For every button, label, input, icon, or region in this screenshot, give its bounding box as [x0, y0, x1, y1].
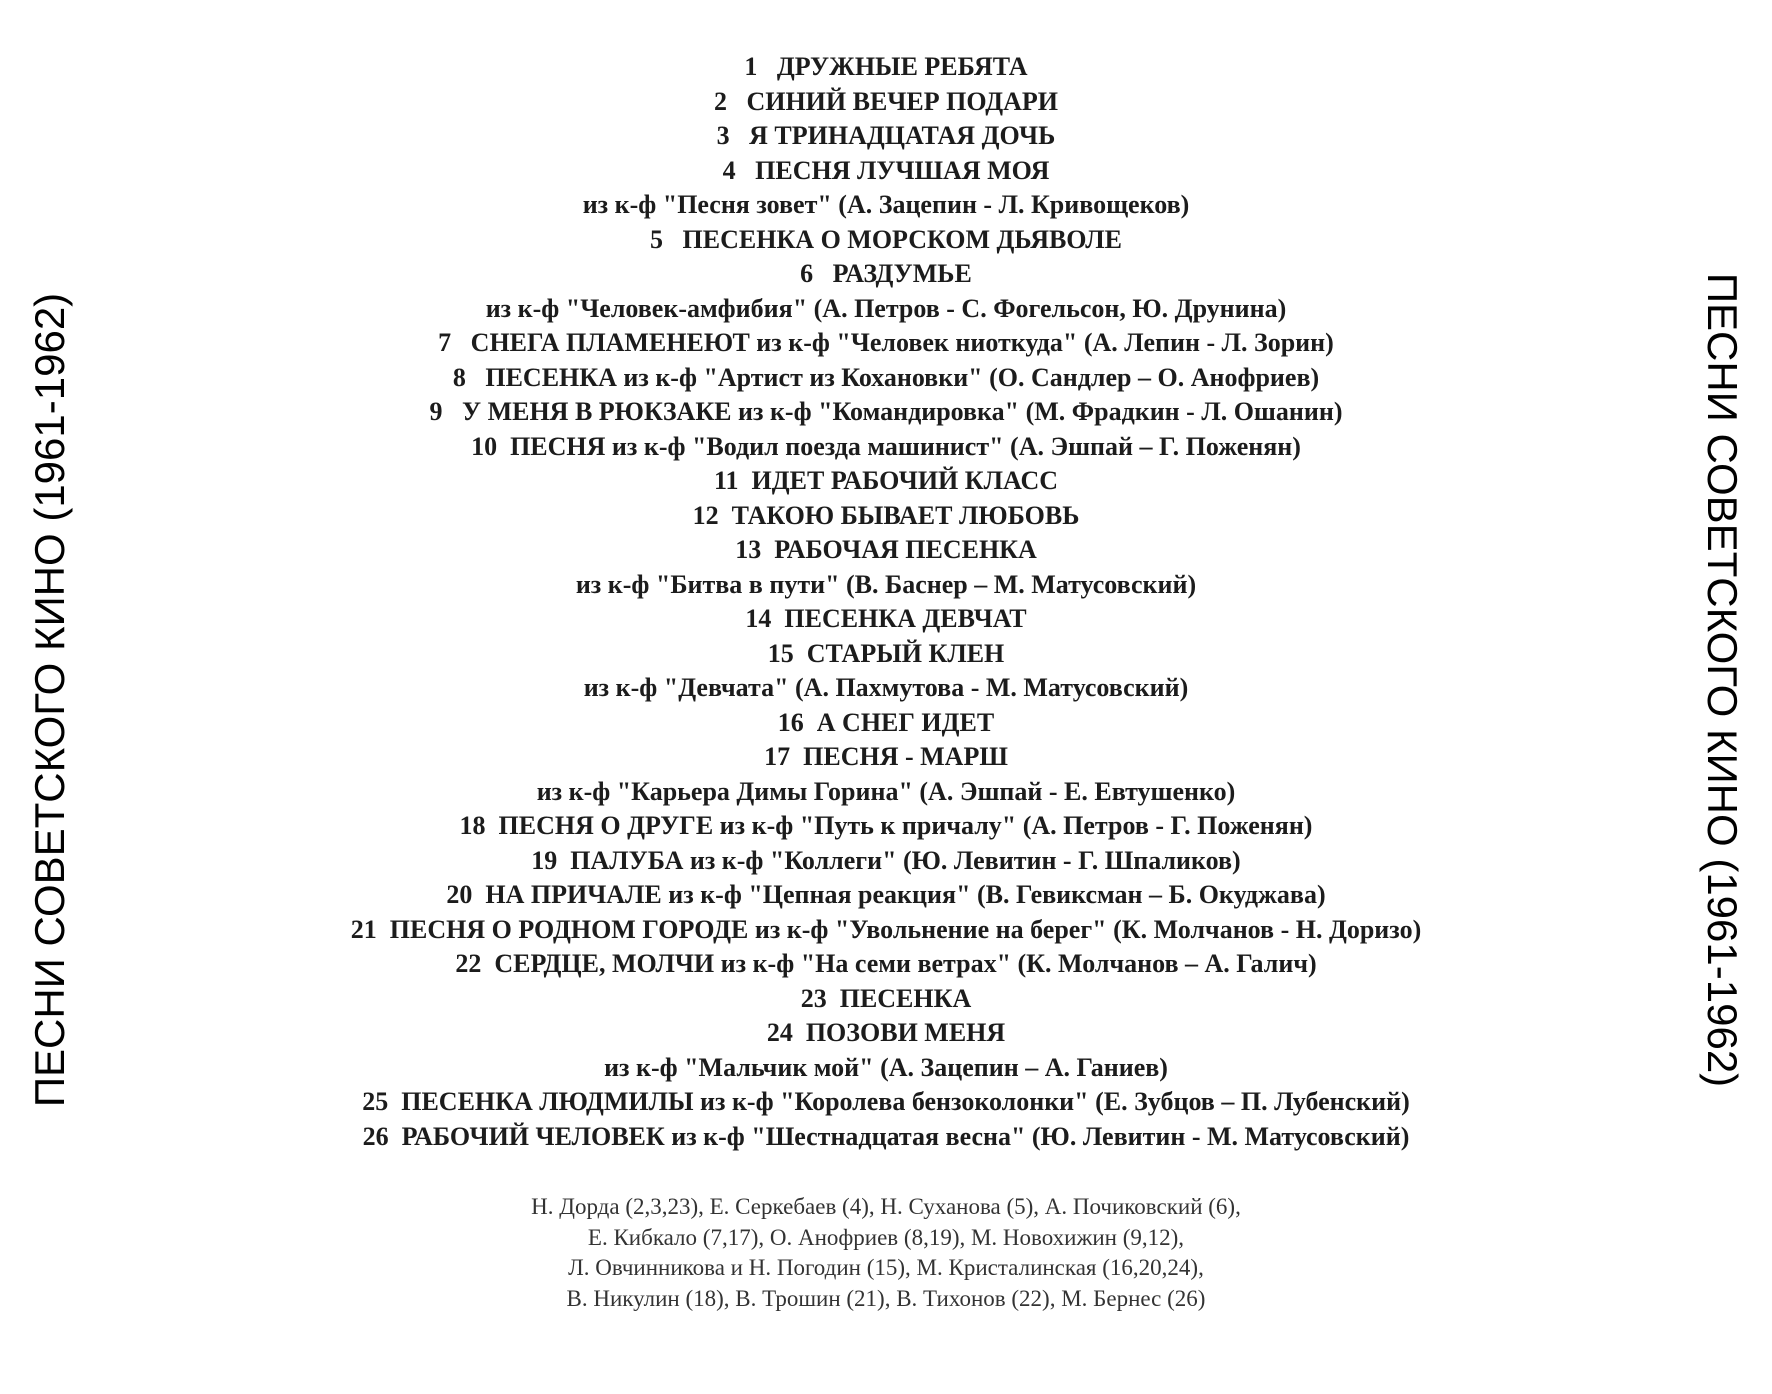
track-line: 6 РАЗДУМЬЕ: [800, 259, 972, 288]
track-line: из к-ф "Песня зовет" (А. Зацепин - Л. Кривощеков): [582, 190, 1190, 219]
track-line: из к-ф "Девчата" (А. Пахмутова - М. Матусовский): [583, 673, 1189, 702]
track-line: 9 У МЕНЯ В РЮКЗАКЕ из к-ф "Командировка" (М. Фрадкин - Л. Ошанин): [429, 397, 1343, 426]
credits-line: Е. Кибкало (7,17), О. Анофриев (8,19), М. Новохижин (9,12),: [587, 1224, 1185, 1250]
track-line: 8 ПЕСЕНКА из к-ф "Артист из Кохановки" (О. Сандлер – О. Анофриев): [452, 362, 1320, 392]
track-line: 20 НА ПРИЧАЛЕ из к-ф "Цепная реакция" (В. Гевиксман – Б. Окуджава): [446, 880, 1326, 909]
track-list: [0, 50, 1772, 1154]
track-line: 24 ПОЗОВИ МЕНЯ: [766, 1018, 1006, 1047]
track-line: 3 Я ТРИНАДЦАТАЯ ДОЧЬ: [716, 121, 1056, 150]
track-line: 11 ИДЕТ РАБОЧИЙ КЛАСС: [713, 466, 1059, 495]
track-line: 14 ПЕСЕНКА ДЕВЧАТ: [745, 604, 1027, 633]
track-line: из к-ф "Мальчик мой" (А. Зацепин – А. Ганиев): [604, 1052, 1168, 1082]
credits-line: Л. Овчинникова и Н. Погодин (15), М. Кристалинская (16,20,24),: [568, 1255, 1204, 1280]
track-line: 16 А СНЕГ ИДЕТ: [777, 707, 995, 737]
track-line: из к-ф "Битва в пути" (В. Баснер – М. Матусовский): [575, 569, 1197, 599]
track-line: 12 ТАКОЮ БЫВАЕТ ЛЮБОВЬ: [692, 500, 1080, 530]
track-line: 2 СИНИЙ ВЕЧЕР ПОДАРИ: [713, 86, 1059, 116]
track-line: 10 ПЕСНЯ из к-ф "Водил поезда машинист" (А. Эшпай – Г. Поженян): [471, 431, 1301, 461]
track-line: 25 ПЕСЕНКА ЛЮДМИЛЫ из к-ф "Королева бензоколонки" (Е. Зубцов – П. Лубенский): [362, 1087, 1410, 1116]
track-line: 1 ДРУЖНЫЕ РЕБЯТА: [744, 52, 1028, 81]
credits-line: В. Никулин (18), В. Трошин (21), В. Тихонов (22), М. Бернес (26): [566, 1285, 1206, 1311]
track-line: 5 ПЕСЕНКА О МОРСКОМ ДЬЯВОЛЕ: [650, 224, 1122, 254]
track-line: 19 ПАЛУБА из к-ф "Коллеги" (Ю. Левитин - Г. Шпаликов): [531, 845, 1241, 875]
credits-line: Н. Дорда (2,3,23), Е. Серкебаев (4), Н. Суханова (5), А. Почиковский (6),: [531, 1194, 1241, 1219]
track-line: 4 ПЕСНЯ ЛУЧШАЯ МОЯ: [722, 155, 1050, 185]
track-line: из к-ф "Карьера Димы Горина" (А. Эшпай - Е. Евтушенко): [536, 776, 1236, 806]
track-line: 15 СТАРЫЙ КЛЕН: [767, 638, 1005, 668]
track-line: 7 СНЕГА ПЛАМЕНЕЮТ из к-ф "Человек ниоткуда" (А. Лепин - Л. Зорин): [438, 328, 1334, 357]
track-line: 13 РАБОЧАЯ ПЕСЕНКА: [735, 535, 1037, 564]
track-line: 18 ПЕСНЯ О ДРУГЕ из к-ф "Путь к причалу" (А. Петров - Г. Поженян): [459, 811, 1313, 840]
track-line: 23 ПЕСЕНКА: [800, 983, 972, 1013]
track-line: 22 СЕРДЦЕ, МОЛЧИ из к-ф "На семи ветрах" (К. Молчанов – А. Галич): [455, 949, 1317, 978]
track-line: 26 РАБОЧИЙ ЧЕЛОВЕК из к-ф "Шестнадцатая весна" (Ю. Левитин - М. Матусовский): [362, 1121, 1410, 1151]
performer-credits: [0, 1192, 1772, 1314]
track-line: 17 ПЕСНЯ - МАРШ: [764, 742, 1008, 771]
track-line: из к-ф "Человек-амфибия" (А. Петров - С. Фогельсон, Ю. Друнина): [485, 293, 1287, 323]
track-line: 21 ПЕСНЯ О РОДНОМ ГОРОДЕ из к-ф "Увольнение на берег" (К. Молчанов - Н. Доризо): [350, 914, 1422, 944]
spine-title-left: ПЕСНИ СОВЕТСКОГО КИНО (1961-1962): [26, 292, 73, 1108]
spine-title-right: ПЕСНИ СОВЕТСКОГО КИНО (1961-1962): [1699, 272, 1746, 1088]
